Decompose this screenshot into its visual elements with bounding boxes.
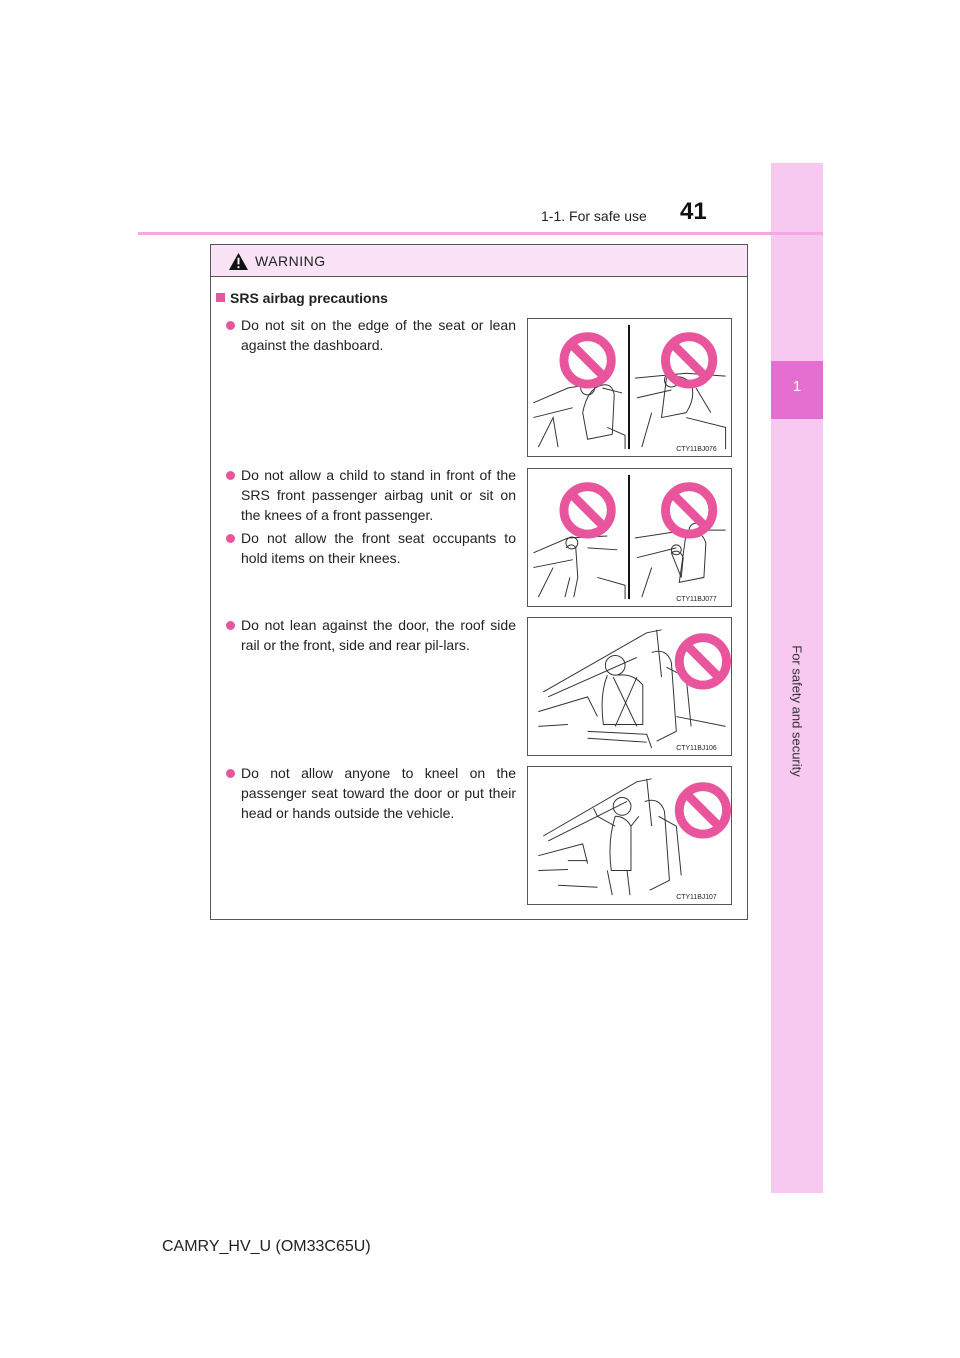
prohibition-icon [679,787,726,834]
prohibition-icon [665,487,712,534]
bullet-item [226,615,516,655]
bullet-text: Do not allow the front seat occupants to hold items on their knees. [241,530,516,566]
bullet-item [226,528,516,568]
warning-triangle-icon [228,252,249,271]
illustration-drawing [528,319,731,456]
header-rule [138,232,823,235]
page-number: 41 [680,198,707,225]
illustration-drawing [528,469,731,606]
prohibition-icon [679,638,726,685]
bullet-dot-icon [226,621,235,630]
chapter-number: 1 [792,378,802,395]
bullet-text: Do not allow anyone to kneel on the passenger seat toward the door or put their head or hands outside the vehicle. [241,765,516,821]
figure-code: CTY11BJ106 [676,745,717,753]
chapter-title: For safety and security [789,645,805,777]
illustration-lean-dashboard [527,318,732,457]
warning-header [211,245,747,277]
subheading-text: SRS airbag precautions [230,290,388,306]
bullet-text: Do not allow a child to stand in front of the SRS front passenger airbag unit or sit on the knees of a front passenger. [241,467,516,523]
bullet-text: Do not lean against the door, the roof side rail or the front, side and rear pil-lars. [241,617,516,653]
section-title: 1-1. For safe use [541,208,647,224]
chapter-side-tab [771,163,823,1193]
bullet-dot-icon [226,471,235,480]
bullet-dot-icon [226,321,235,330]
warning-box [210,244,748,920]
illustration-drawing [528,767,731,904]
illustration-lean-pillar [527,617,732,756]
warning-subheading [216,290,388,306]
figure-code: CTY11BJ107 [676,894,717,902]
prohibition-icon [564,487,611,534]
figure-code: CTY11BJ076 [676,446,717,454]
square-bullet-icon [216,293,225,302]
illustration-drawing [528,618,731,755]
prohibition-icon [564,337,611,384]
bullet-item [226,315,516,355]
illustration-kneel-on-seat [527,766,732,905]
prohibition-icon [665,337,712,384]
bullet-dot-icon [226,769,235,778]
bullet-item [226,465,516,525]
illustration-child-on-knees [527,468,732,607]
bullet-text: Do not sit on the edge of the seat or lean against the dashboard. [241,317,516,353]
bullet-dot-icon [226,534,235,543]
document-footer-id: CAMRY_HV_U (OM33C65U) [162,1238,371,1255]
warning-title: WARNING [255,253,326,269]
bullet-item [226,763,516,823]
figure-code: CTY11BJ077 [676,596,717,604]
